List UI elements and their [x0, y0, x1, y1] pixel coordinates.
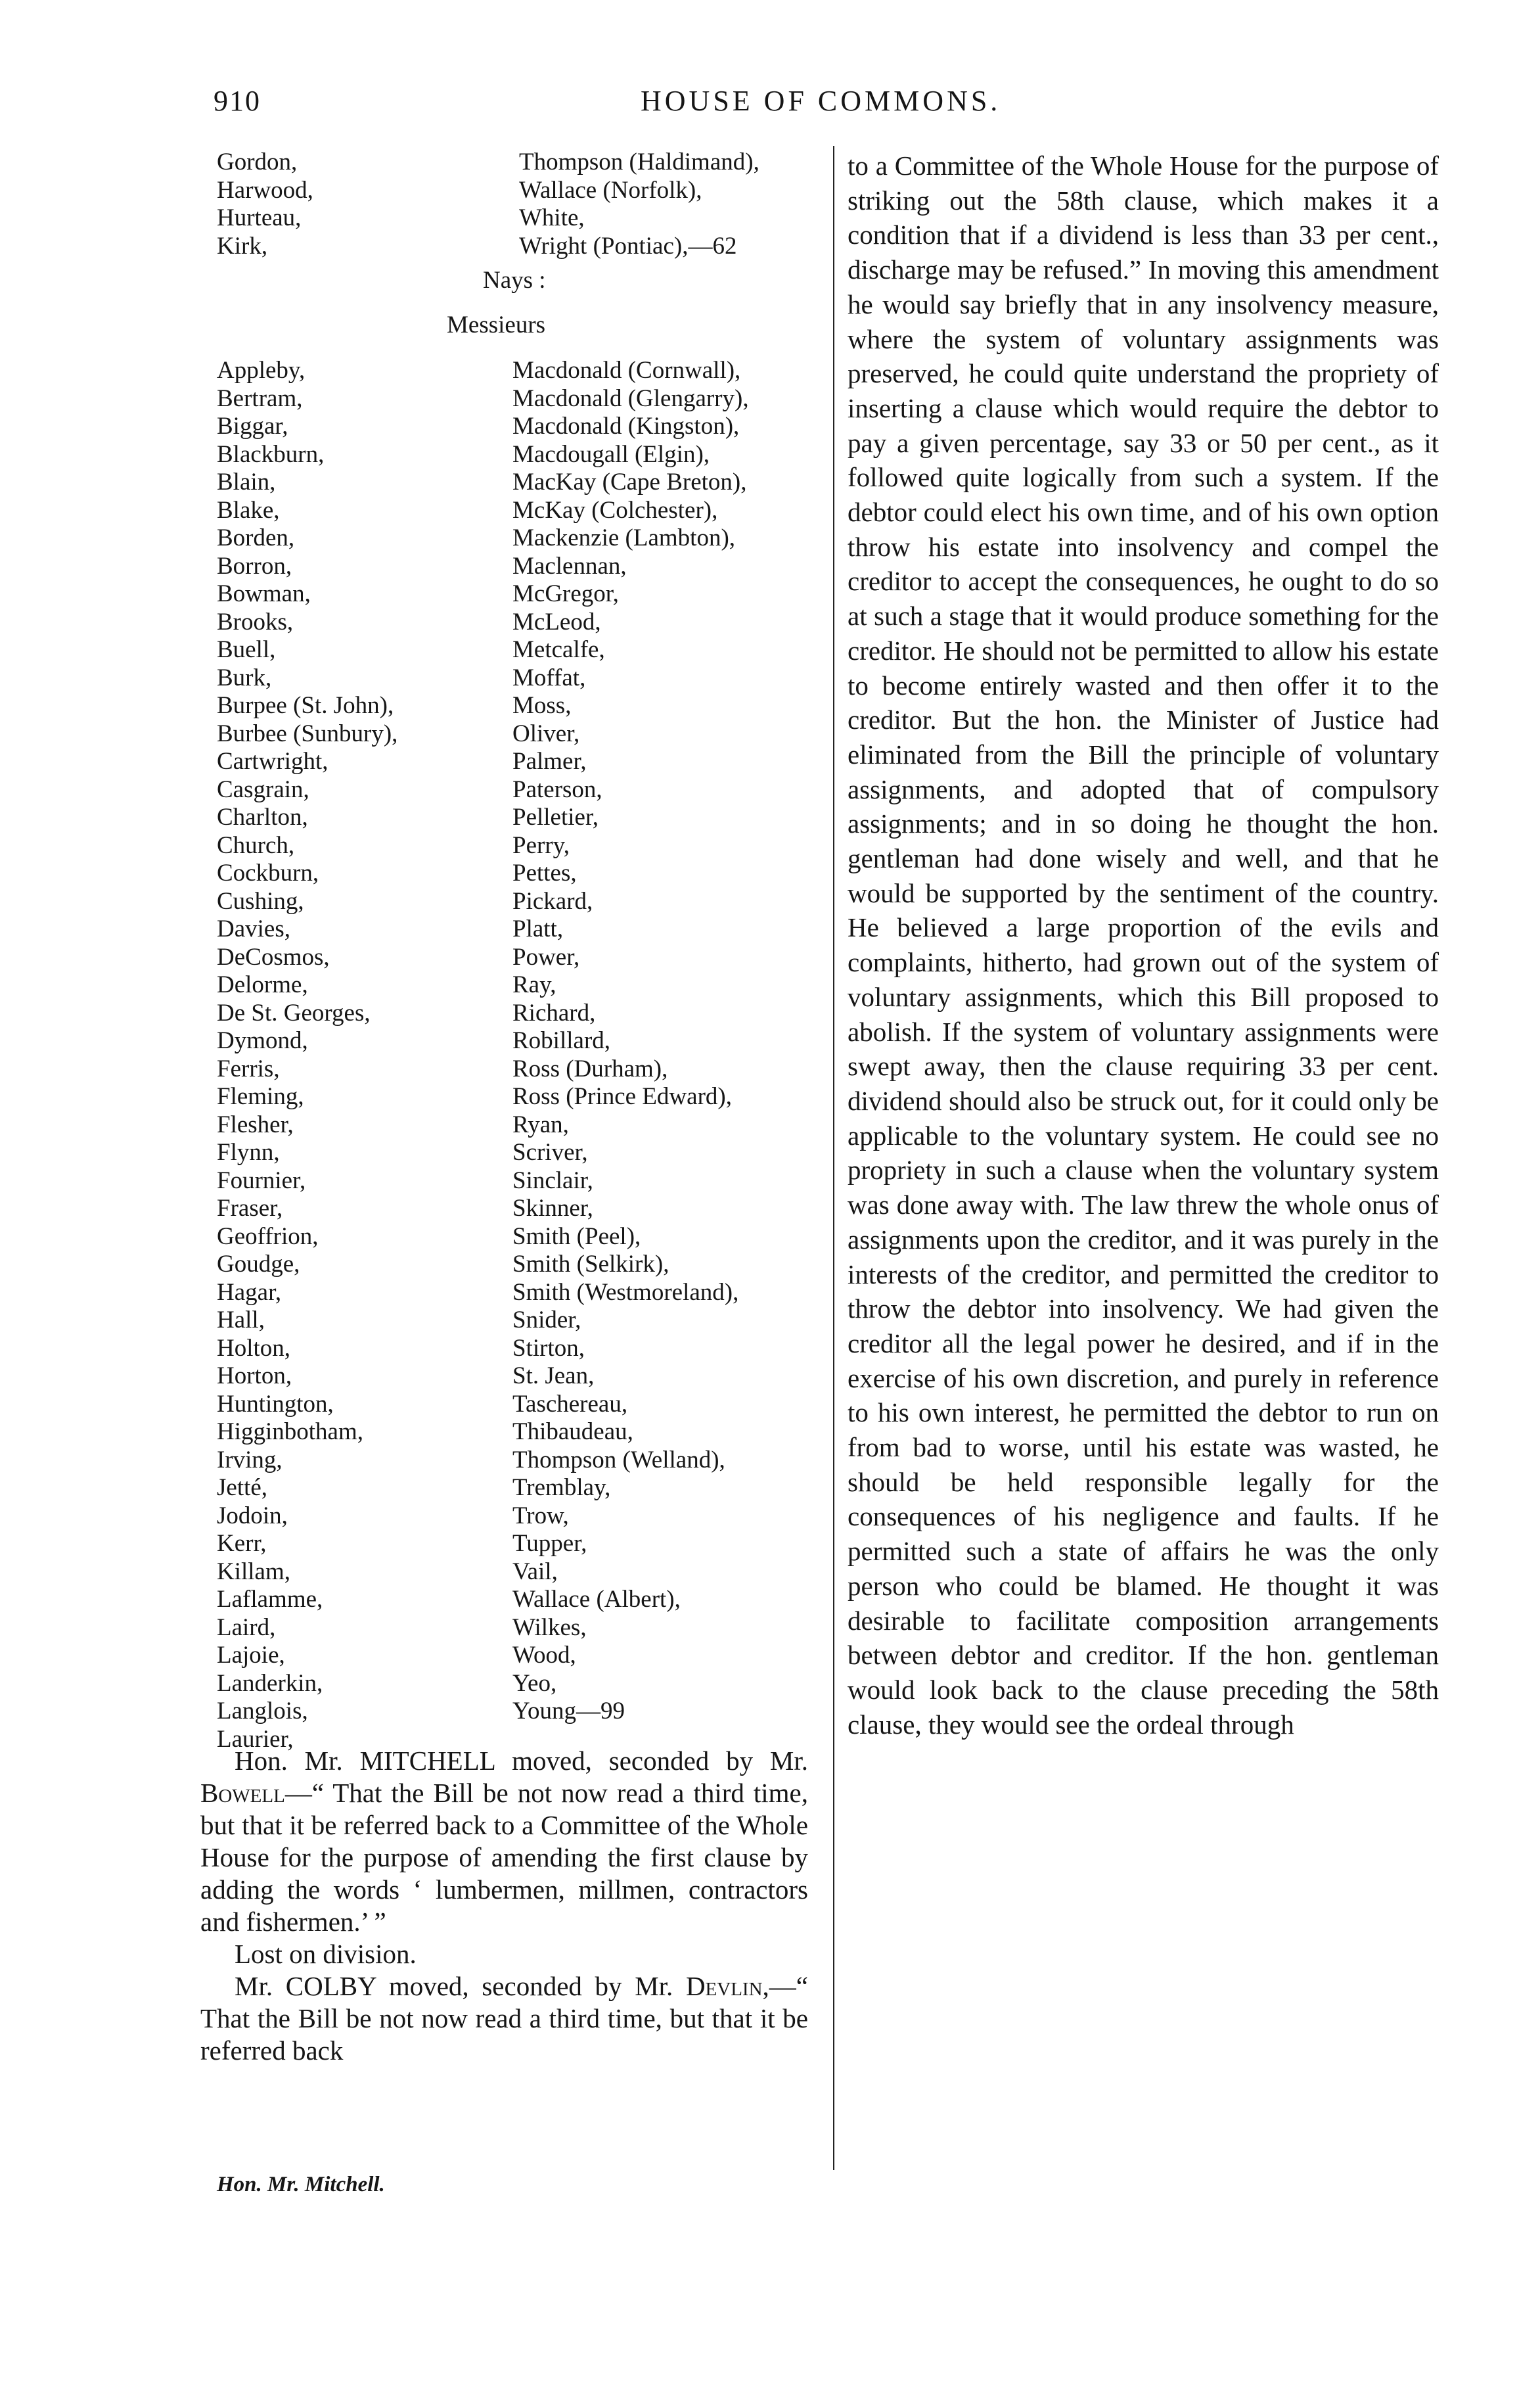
member-name: Buell,	[217, 636, 276, 663]
member-name: Davies,	[217, 915, 290, 942]
member-name: Flesher,	[217, 1111, 294, 1138]
mitchell-motion-paragraph	[200, 1745, 808, 1938]
member-name: Appleby,	[217, 357, 306, 384]
member-name: Macdougall (Elgin),	[512, 440, 710, 468]
member-name: Casgrain,	[217, 775, 309, 803]
member-name: Hall,	[217, 1307, 265, 1333]
nays-list-column-1	[217, 357, 397, 1753]
member-name: Burpee (St. John),	[217, 692, 394, 719]
member-name: Fleming,	[217, 1083, 304, 1110]
seconder-name: Bowell	[200, 1778, 285, 1808]
member-name: Sinclair,	[512, 1167, 593, 1194]
member-name: Smith (Peel),	[512, 1222, 641, 1250]
member-name: Moss,	[512, 692, 572, 719]
member-name: Borron,	[217, 552, 292, 580]
member-name: Dymond,	[217, 1027, 308, 1054]
running-head: HOUSE OF COMMONS.	[641, 85, 1001, 117]
member-name: Power,	[512, 943, 580, 971]
member-name: Harwood,	[217, 176, 313, 204]
member-name: Wilkes,	[512, 1613, 587, 1641]
member-name: Fournier,	[217, 1167, 306, 1194]
motion-text: ,—“ That the Bill be not now read a third time, but that it be referred back	[200, 1971, 808, 2066]
member-name: Ray,	[512, 971, 556, 998]
member-name: Scriver,	[512, 1139, 588, 1166]
footer-speaker-note: Hon. Mr. Mitchell.	[217, 2173, 385, 2196]
member-name: Holton,	[217, 1334, 291, 1362]
member-name: Cushing,	[217, 887, 304, 915]
member-name: Wallace (Norfolk),	[519, 176, 702, 204]
member-name: Goudge,	[217, 1251, 300, 1278]
member-name: Blake,	[217, 496, 280, 524]
member-name: Wright (Pontiac),—62	[519, 232, 737, 260]
member-name: Young—99	[512, 1698, 625, 1724]
member-name: Brooks,	[217, 608, 294, 636]
member-name: Irving,	[217, 1446, 283, 1473]
member-name: Borden,	[217, 524, 295, 551]
member-name: Geoffrion,	[217, 1222, 319, 1250]
member-name: Richard,	[512, 999, 596, 1027]
member-name: Wood,	[512, 1642, 576, 1669]
member-name: McKay (Colchester),	[512, 496, 718, 524]
member-name: Thompson (Welland),	[512, 1446, 725, 1473]
member-name: Stirton,	[512, 1334, 585, 1362]
member-name: Taschereau,	[512, 1390, 628, 1418]
member-name: Jodoin,	[217, 1502, 288, 1529]
member-name: McGregor,	[512, 580, 619, 607]
member-name: Ryan,	[512, 1111, 569, 1138]
member-name: Kerr,	[217, 1530, 267, 1557]
member-name: Maclennan,	[512, 552, 627, 580]
member-name: Moffat,	[512, 664, 586, 691]
motion-text: —“ That the Bill be not now read a third time, but that it be referred back to a Committee of the Whole House for the purpose of amending the first clause by adding the words ‘ lumbermen, millmen, contractors and fishermen.’ ”	[200, 1778, 808, 1937]
member-name: Bowman,	[217, 580, 311, 607]
member-name: Langlois,	[217, 1698, 308, 1724]
member-name: Kirk,	[217, 232, 268, 260]
member-name: Ross (Durham),	[512, 1055, 668, 1082]
left-column-text	[200, 1745, 808, 2067]
yeas-list-column-1	[217, 149, 313, 260]
member-name: Laird,	[217, 1613, 276, 1641]
member-name: Higginbotham,	[217, 1418, 364, 1445]
member-name: De St. Georges,	[217, 999, 371, 1027]
yeas-list-column-2	[519, 149, 759, 260]
seconder-name: Devlin	[685, 1971, 763, 2001]
member-name: Gordon,	[217, 149, 298, 175]
page-header	[0, 84, 1540, 124]
member-name: Cartwright,	[217, 748, 328, 775]
member-name: Cockburn,	[217, 860, 319, 887]
member-name: McLeod,	[512, 608, 601, 636]
member-name: Mackenzie (Lambton),	[512, 524, 736, 551]
member-name: Smith (Selkirk),	[512, 1251, 669, 1278]
right-column-text	[848, 149, 1439, 1742]
member-name: Pickard,	[512, 887, 593, 915]
member-name: Bertram,	[217, 384, 303, 412]
member-name: Smith (Westmoreland),	[512, 1278, 739, 1306]
member-name: Burbee (Sunbury),	[217, 720, 398, 747]
right-column-paragraph: to a Committee of the Whole House for the purpose of striking out the 58th clause, which makes it a condition that if a dividend is less than 33 per cent., discharge may be refused.” In moving this amendment he would say briefly that in any insolvency measure, where the system of voluntary assignments was preserved, he could quite understand the propriety of inserting a clause which would require the debtor to pay a given percentage, say 33 or 50 per cent., as it followed quite logically from such a system. If the debtor could elect his own time, and of his own option throw his estate into insolvency and compel the creditor to accept the consequences, he ought to do so at such a stage that it would produce something for the creditor. He should not be permitted to allow his estate to become entirely wasted and then offer it to the creditor. But the hon. the Minister of Justice had eliminated from the Bill the principle of voluntary assignments, and adopted that of compulsory assignments; and in so doing he thought the hon. gentleman had done wisely and well, and that he would be supported by the sentiment of the country. He believed a large proportion of the evils and complaints, hitherto, had grown out of the system of voluntary assignments, which this Bill proposed to abolish. If the system of voluntary assignments were swept away, then the clause requiring 33 per cent. dividend should also be struck out, for it could only be applicable to the voluntary system. He could see no propriety in such a clause when the voluntary system was done away with. The law threw the whole onus of assignments upon the creditor, and it was purely in the interests of the creditor, and permitted the creditor to throw the debtor into insolvency. We had given the creditor all the legal power he desired, and if in the exercise of his own discretion, and purely in reference to his own interest, he permitted the debtor to run on from bad to worse, until his estate was wasted, he should be held responsible legally for the consequences of his negligence and faults. If he permitted such a state of affairs he was the only person who could be blamed. He thought it was desirable to facilitate composition arrangements between debtor and creditor. If the hon. gentleman would look back to the clause preceding the 58th clause, they would see the ordeal through	[848, 150, 1439, 1740]
member-name: Trow,	[512, 1502, 569, 1529]
member-name: Perry,	[512, 831, 570, 859]
member-name: Tupper,	[512, 1530, 587, 1557]
member-name: Macdonald (Cornwall),	[512, 357, 741, 384]
member-name: Church,	[217, 831, 295, 859]
member-name: Oliver,	[512, 720, 580, 747]
member-name: St. Jean,	[512, 1362, 595, 1389]
member-name: Killam,	[217, 1558, 291, 1585]
motion-lead: Hon. Mr. MITCHELL moved, seconded by Mr.	[235, 1746, 808, 1776]
division-result: Lost on division.	[235, 1939, 417, 1969]
column-divider	[833, 146, 834, 2170]
member-name: Paterson,	[512, 775, 602, 803]
member-name: Flynn,	[217, 1139, 280, 1166]
member-name: Laflamme,	[217, 1586, 323, 1613]
member-name: Delorme,	[217, 971, 308, 998]
member-name: Jetté,	[217, 1474, 268, 1501]
member-name: Wallace (Albert),	[512, 1586, 681, 1613]
member-name: Tremblay,	[512, 1474, 611, 1501]
member-name: Robillard,	[512, 1027, 611, 1054]
member-name: Lajoie,	[217, 1642, 285, 1669]
member-name: Macdonald (Glengarry),	[512, 384, 749, 412]
member-name: Thompson (Haldimand),	[519, 149, 759, 175]
member-name: Snider,	[512, 1307, 581, 1333]
member-name: Vail,	[512, 1558, 558, 1585]
member-name: Ross (Prince Edward),	[512, 1083, 732, 1110]
member-name: Biggar,	[217, 413, 288, 440]
nays-subheading: Messieurs	[447, 312, 546, 338]
member-name: Laurier,	[217, 1725, 294, 1753]
member-name: Pelletier,	[512, 804, 599, 831]
member-name: Horton,	[217, 1362, 292, 1389]
member-name: Blain,	[217, 469, 276, 496]
member-name: Blackburn,	[217, 440, 325, 468]
member-name: Hagar,	[217, 1278, 282, 1306]
colby-motion-paragraph	[200, 1970, 808, 2067]
nays-list-column-2	[512, 357, 749, 1726]
motion-lead: Mr. COLBY moved, seconded by Mr.	[235, 1971, 686, 2001]
member-name: Ferris,	[217, 1055, 280, 1082]
member-name: Thibaudeau,	[512, 1418, 633, 1445]
member-name: Palmer,	[512, 748, 587, 775]
member-name: DeCosmos,	[217, 943, 330, 971]
member-name: Pettes,	[512, 860, 577, 887]
member-name: Hurteau,	[217, 204, 302, 231]
member-name: MacKay (Cape Breton),	[512, 469, 747, 496]
member-name: Landerkin,	[217, 1669, 323, 1697]
member-name: Metcalfe,	[512, 636, 605, 663]
member-name: Yeo,	[512, 1669, 557, 1697]
member-name: Burk,	[217, 664, 272, 691]
member-name: White,	[519, 204, 585, 231]
member-name: Platt,	[512, 915, 564, 942]
member-name: Fraser,	[217, 1195, 283, 1222]
member-name: Charlton,	[217, 804, 308, 831]
member-name: Macdonald (Kingston),	[512, 413, 740, 440]
member-name: Huntington,	[217, 1390, 334, 1418]
member-name: Skinner,	[512, 1195, 593, 1222]
nays-heading: Nays :	[483, 267, 546, 294]
page-number: 910	[214, 85, 261, 117]
